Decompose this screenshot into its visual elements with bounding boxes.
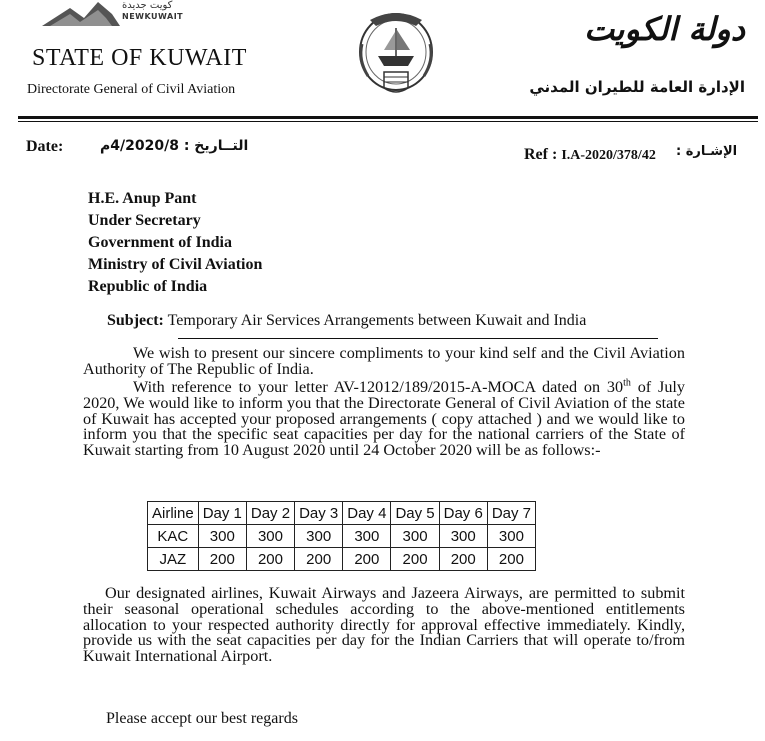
seat-capacity-table [147, 501, 536, 571]
date-value-ar: التــاريخ : 4/2020/8م [100, 138, 249, 154]
table-header: Day 4 [343, 502, 391, 525]
table-header: Day 2 [246, 502, 294, 525]
table-cell: 200 [198, 548, 246, 571]
table-header: Day 3 [295, 502, 343, 525]
table-header: Day 1 [198, 502, 246, 525]
paragraph-text: Our designated airlines, Kuwait Airways and Jazeera Airways, are permitted to submit their seasonal operational schedules according to the above-mentioned entitlements allocation to your respected authority directly for approval effective immediately. Kindly, provide us with the seat capacities per day for the Indian Carriers that will operate to/from Kuwait International Airport. [83, 584, 685, 666]
table-header: Day 7 [487, 502, 535, 525]
addressee-line: Ministry of Civil Aviation [88, 256, 263, 273]
paragraph-reference [83, 377, 686, 460]
ref-label-ar: : الإشـارة [676, 144, 738, 159]
logo-arabic-text: كويت جديدة [122, 0, 173, 11]
directorate-name-ar: الإدارة العامة للطيران المدني [529, 78, 745, 96]
table-header: Day 6 [439, 502, 487, 525]
table-cell: 200 [343, 548, 391, 571]
paragraph-designated-airlines [83, 586, 685, 665]
state-name-en: STATE OF KUWAIT [32, 45, 247, 71]
table-row [148, 525, 536, 548]
date-label: Date: [26, 138, 64, 155]
paragraph-text: With reference to your letter AV-12012/189/2015-A-MOCA dated on 30 [133, 378, 624, 396]
table-cell: 200 [439, 548, 487, 571]
paragraph-text: of July 2020, We would like to inform you that the Directorate General of Civil Aviation of the state of Kuwait has accepted your proposed arrangements ( copy attached ) and we would like to inform you that the specific seat capacities per day for the national carriers of the State of Kuwait starting from 10 August 2020 until 24 October 2020 will be as follows:- [83, 378, 686, 460]
subject-underline [178, 338, 658, 339]
directorate-name-en: Directorate General of Civil Aviation [27, 82, 236, 97]
table-header: Day 5 [391, 502, 439, 525]
table-cell: JAZ [148, 548, 199, 571]
addressee-line: Government of India [88, 234, 232, 251]
table-cell: 300 [246, 525, 294, 548]
table-cell: KAC [148, 525, 199, 548]
ref-label: Ref : [524, 146, 558, 163]
addressee-block [88, 188, 262, 298]
closing-line: Please accept our best regards [106, 710, 298, 727]
logo-latin-text: NEWKUWAIT [122, 12, 184, 21]
ref-value: I.A-2020/378/42 [561, 148, 656, 163]
table-header: Airline [148, 502, 199, 525]
header-divider-thick [18, 116, 758, 119]
table-cell: 200 [487, 548, 535, 571]
table-cell: 300 [439, 525, 487, 548]
addressee-line: H.E. Anup Pant [88, 190, 197, 207]
table-cell: 300 [487, 525, 535, 548]
paragraph-text: We wish to present our sincere compliments to your kind self and the Civil Aviation Authority of The Republic of India. [83, 344, 685, 378]
table-cell: 300 [343, 525, 391, 548]
state-name-ar: دولة الكويت [584, 10, 745, 48]
subject-line [107, 312, 586, 330]
table-cell: 300 [295, 525, 343, 548]
table-cell: 300 [391, 525, 439, 548]
table-cell: 300 [198, 525, 246, 548]
addressee-line: Under Secretary [88, 212, 201, 229]
kuwait-emblem [356, 10, 436, 100]
subject-label: Subject: [107, 312, 164, 329]
subject-text: Temporary Air Services Arrangements between Kuwait and India [167, 312, 587, 329]
table-cell: 200 [246, 548, 294, 571]
superscript-th: th [623, 377, 631, 389]
table-cell: 200 [295, 548, 343, 571]
table-cell: 200 [391, 548, 439, 571]
table-row [148, 548, 536, 571]
addressee-line: Republic of India [88, 278, 208, 295]
table-header-row [148, 502, 536, 525]
paragraph-compliments [83, 346, 685, 378]
header-divider-thin [18, 121, 758, 122]
ref-line [524, 146, 656, 164]
